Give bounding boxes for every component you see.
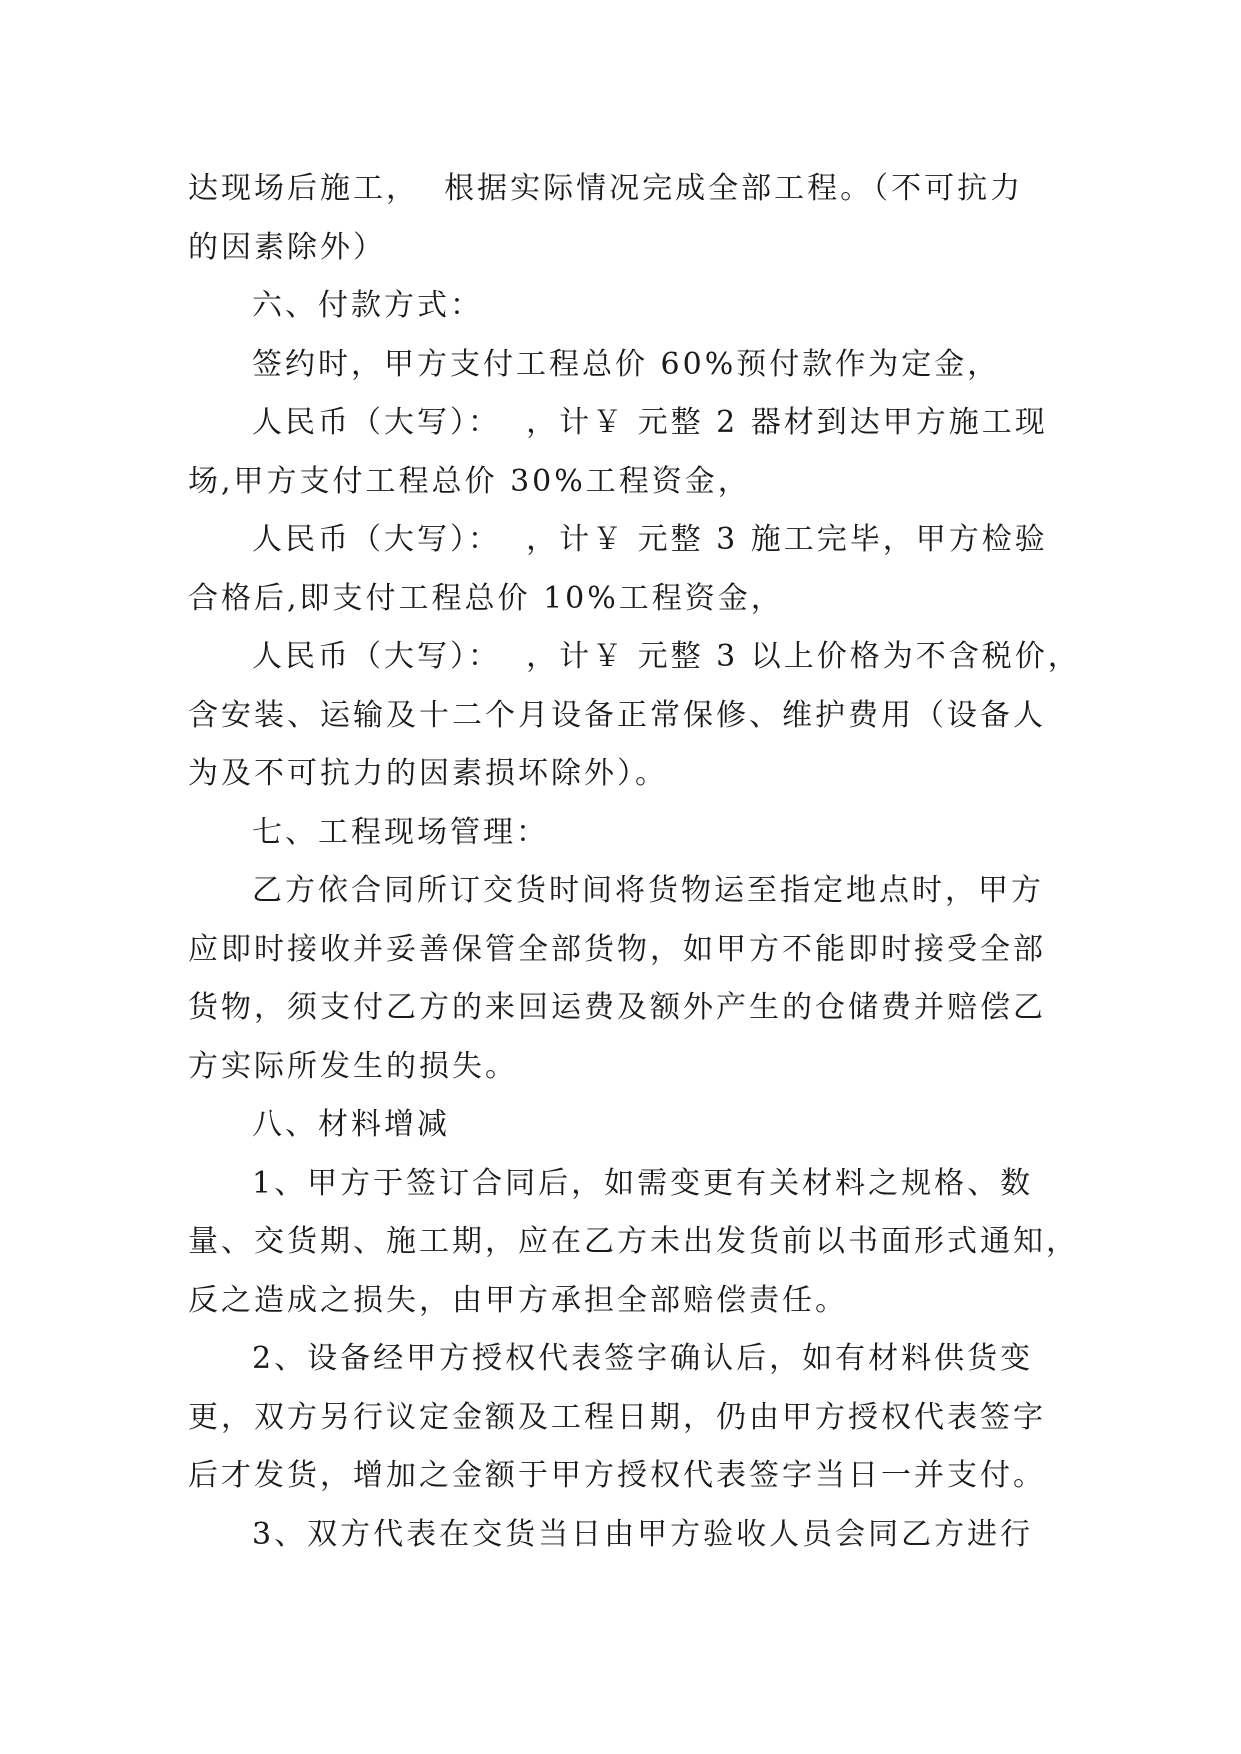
text-line: 含安装、运输及十二个月设备正常保修、维护费用（设备人	[188, 697, 1046, 733]
text-line: 货物，须支付乙方的来回运费及额外产生的仓储费并赔偿乙	[188, 990, 1046, 1025]
text-line: 人民币（大写）： ，计￥ 元整 2 器材到达甲方施工现	[252, 405, 1048, 440]
text-line: 方实际所发生的损失。	[188, 1048, 518, 1084]
text-line: 量、交货期、施工期，应在乙方未出发货前以书面形式通知，	[188, 1224, 1079, 1259]
text-line: 的因素除外）	[188, 229, 386, 265]
text-line: 乙方依合同所订交货时间将货物运至指定地点时，甲方	[252, 873, 1044, 908]
section-heading-material-changes: 八、材料增减	[252, 1107, 450, 1142]
text-line: 为及不可抗力的因素损坏除外）。	[188, 756, 668, 791]
text-line: 人民币（大写）： ，计￥ 元整 3 以上价格为不含税价，	[252, 639, 1081, 674]
text-line: 1、甲方于签订合同后，如需变更有关材料之规格、数	[252, 1165, 1034, 1201]
text-line: 反之造成之损失，由甲方承担全部赔偿责任。	[188, 1282, 848, 1318]
text-line: 人民币（大写）： ，计￥ 元整 3 施工完毕，甲方检验	[252, 522, 1048, 557]
section-heading-site-management: 七、工程现场管理：	[252, 814, 549, 850]
text-line: 后才发货，增加之金额于甲方授权代表签字当日一并支付。	[188, 1458, 1046, 1493]
text-line: 更，双方另行议定金额及工程日期，仍由甲方授权代表签字	[188, 1399, 1046, 1435]
document-body	[188, 160, 1081, 1564]
text-line: 3、双方代表在交货当日由甲方验收人员会同乙方进行	[252, 1516, 1034, 1552]
section-heading-payment: 六、付款方式：	[252, 288, 483, 323]
text-line: 签约时，甲方支付工程总价 60%预付款作为定金，	[252, 346, 1001, 382]
text-line: 场,甲方支付工程总价 30%工程资金，	[188, 463, 751, 499]
text-line: 合格后,即支付工程总价 10%工程资金，	[188, 580, 784, 616]
text-line: 2、设备经甲方授权代表签字确认后，如有材料供货变	[252, 1341, 1034, 1376]
text-line: 应即时接收并妥善保管全部货物，如甲方不能即时接受全部	[188, 931, 1046, 967]
text-line: 达现场后施工， 根据实际情况完成全部工程。（不可抗力	[188, 171, 1024, 206]
